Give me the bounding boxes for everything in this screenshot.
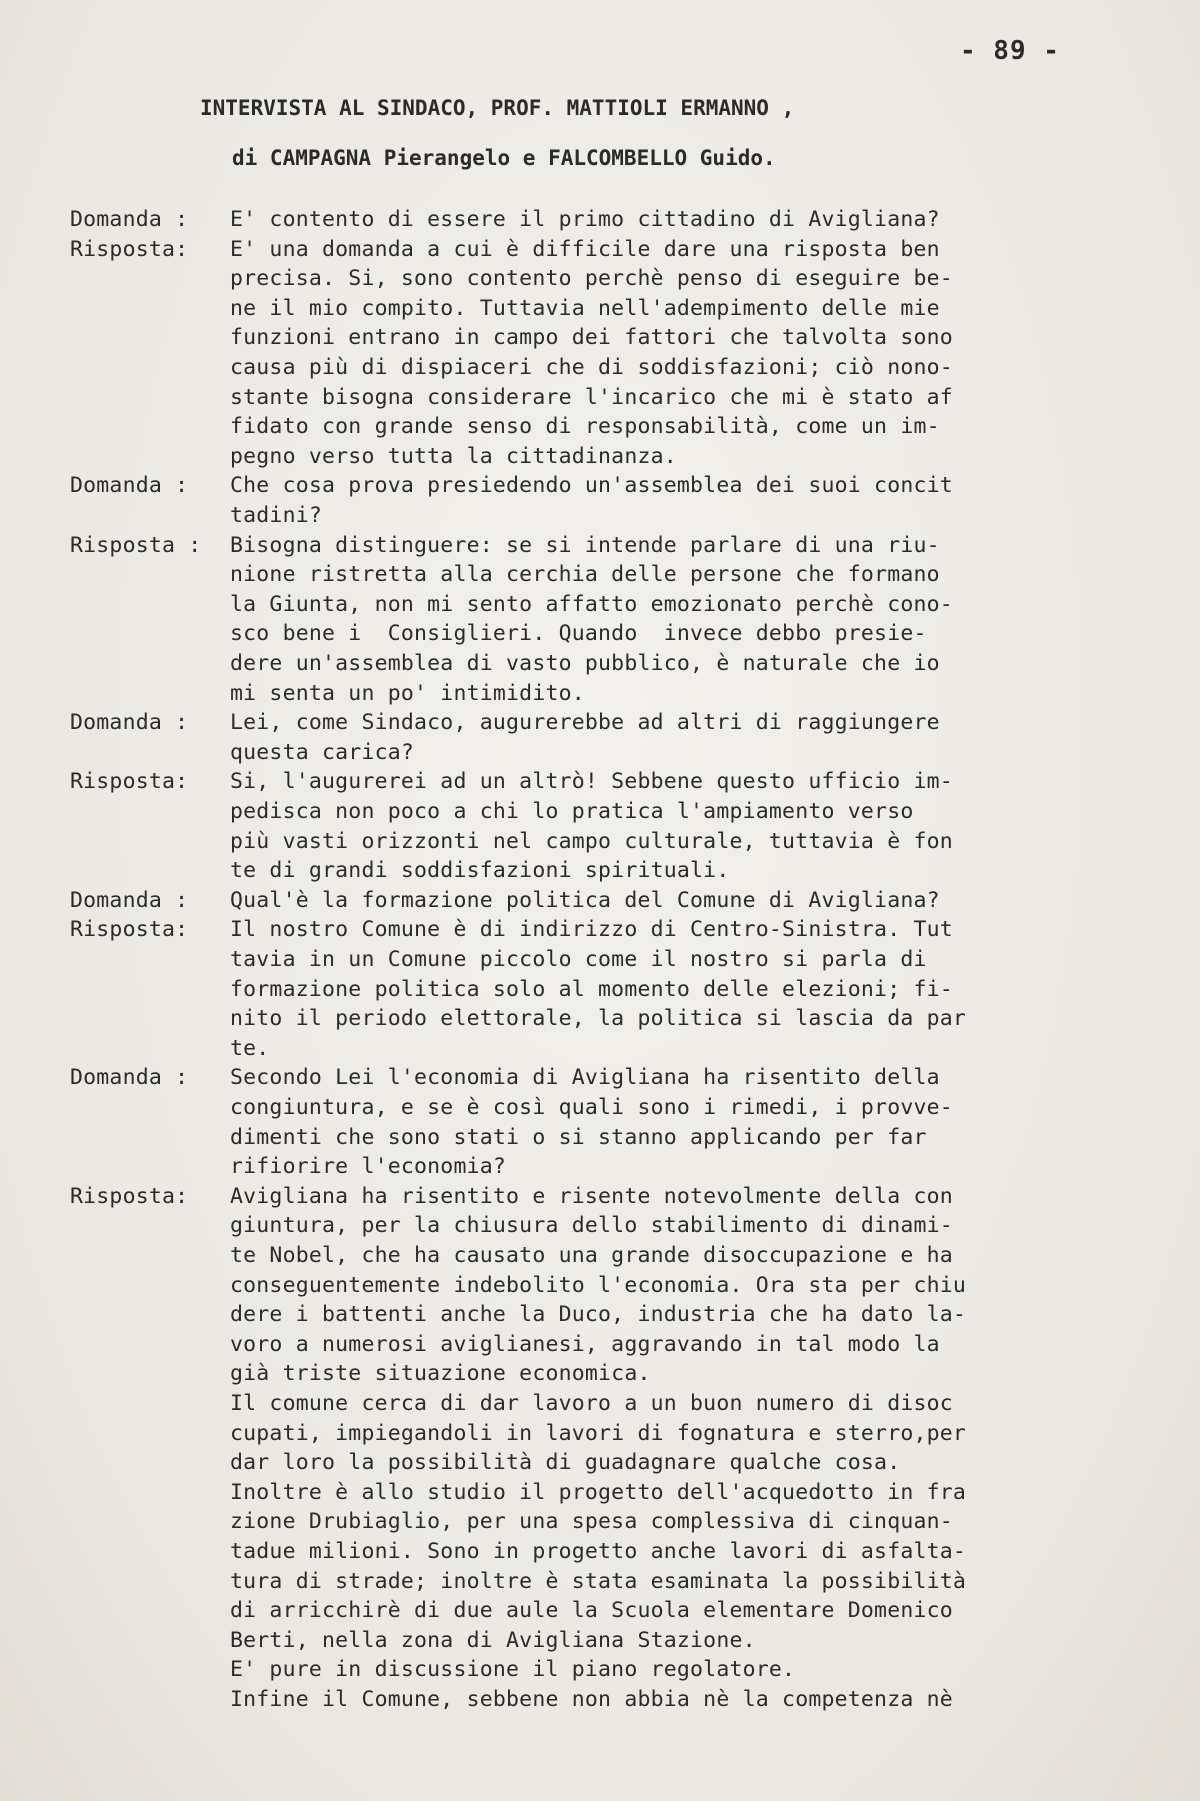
text-line: voro a numerosi aviglianesi, aggravando in tal modo la	[230, 1331, 940, 1357]
text-line: E' pure in discussione il piano regolatore.	[230, 1657, 796, 1683]
text-line: te Nobel, che ha causato una grande disoccupazione e ha	[230, 1243, 953, 1268]
page-number: - 89 -	[960, 36, 1060, 66]
text-line: dere un'assemblea di vasto pubblico, è naturale che io	[230, 651, 940, 676]
text-line: questa carica?	[230, 739, 415, 765]
text-line: conseguentemente indebolito l'economia. Ora sta per chiu	[230, 1272, 967, 1298]
text-line: te.	[230, 1035, 270, 1061]
text-line: Berti, nella zona di Avigliana Stazione.	[230, 1627, 756, 1653]
interview-authors: di CAMPAGNA Pierangelo e FALCOMBELLO Guido.	[232, 146, 776, 170]
question-label: Domanda :	[70, 1065, 189, 1091]
text-line: tavia in un Comune piccolo come il nostro si parla di	[230, 947, 927, 972]
text-line: Lei, come Sindaco, augurerebbe ad altri di raggiungere	[230, 710, 940, 736]
text-line: Secondo Lei l'economia di Avigliana ha risentito della	[230, 1065, 940, 1091]
text-line: già triste situazione economica.	[230, 1361, 651, 1387]
text-line: nione ristretta alla cerchia delle persone che formano	[230, 562, 940, 588]
text-line: tadini?	[230, 503, 323, 528]
text-line: Avigliana ha risentito e risente notevolmente della con	[230, 1183, 953, 1209]
question-label: Domanda :	[70, 473, 189, 499]
text-line: Si, l'augurerei ad un altrò! Sebbene questo ufficio im-	[230, 769, 953, 795]
text-line: nito il periodo elettorale, la politica si lascia da par	[230, 1006, 967, 1032]
answer-label: Risposta :	[70, 532, 202, 558]
text-line: formazione politica solo al momento delle elezioni; fi-	[230, 976, 953, 1002]
text-line: di arricchirè di due aule la Scuola elementare Domenico	[230, 1598, 953, 1624]
text-line: congiuntura, e se è così quali sono i rimedi, i provve-	[230, 1095, 953, 1120]
text-line: precisa. Si, sono contento perchè penso di eseguire be-	[230, 266, 953, 292]
text-line: Inoltre è allo studio il progetto dell'acquedotto in fra	[230, 1479, 967, 1505]
text-line: pegno verso tutta la cittadinanza.	[230, 443, 677, 469]
question-label: Domanda :	[70, 710, 189, 736]
text-line: più vasti orizzonti nel campo culturale, tuttavia è fon	[230, 828, 953, 854]
answer-label: Risposta:	[70, 917, 189, 943]
text-line: funzioni entrano in campo dei fattori che talvolta sono	[230, 325, 953, 351]
text-line: tura di strade; inoltre è stata esaminata la possibilità	[230, 1568, 967, 1594]
text-line: causa più di dispiaceri che di soddisfazioni; ciò nono-	[230, 355, 953, 380]
text-line: cupati, impiegandoli in lavori di fognatura e sterro,per	[230, 1420, 967, 1446]
answer-label: Risposta:	[70, 1183, 189, 1209]
text-line: E' una domanda a cui è difficile dare una risposta ben	[230, 236, 940, 262]
text-line: rifiorire l'economia?	[230, 1154, 507, 1180]
text-line: dar loro la possibilità di guadagnare qualche cosa.	[230, 1450, 901, 1476]
text-line: pedisca non poco a chi lo pratica l'ampiamento verso	[230, 799, 914, 824]
text-line: E' contento di essere il primo cittadino di Avigliana?	[230, 207, 940, 232]
answer-label: Risposta:	[70, 769, 189, 795]
interview-title: INTERVISTA AL SINDACO, PROF. MATTIOLI ERMANNO ,	[200, 96, 795, 120]
text-line: stante bisogna considerare l'incarico che mi è stato af	[230, 384, 953, 410]
text-line: zione Drubiaglio, per una spesa complessiva di cinquan-	[230, 1509, 953, 1535]
text-line: Che cosa prova presiedendo un'assemblea dei suoi concit	[230, 473, 953, 499]
answer-label: Risposta:	[70, 236, 189, 262]
text-line: Qual'è la formazione politica del Comune di Avigliana?	[230, 887, 940, 913]
text-line: la Giunta, non mi sento affatto emozionato perchè cono-	[230, 591, 953, 617]
text-line: fidato con grande senso di responsabilità, come un im-	[230, 414, 940, 440]
text-line: dimenti che sono stati o si stanno applicando per far	[230, 1124, 927, 1150]
text-line: Il nostro Comune è di indirizzo di Centro-Sinistra. Tut	[230, 917, 953, 943]
question-label: Domanda :	[70, 887, 189, 913]
text-line: Infine il Comune, sebbene non abbia nè la competenza nè	[230, 1687, 953, 1712]
text-line: giuntura, per la chiusura dello stabilimento di dinami-	[230, 1213, 953, 1239]
text-line: Il comune cerca di dar lavoro a un buon numero di disoc	[230, 1391, 953, 1416]
text-line: ne il mio compito. Tuttavia nell'adempimento delle mie	[230, 295, 940, 321]
text-line: Bisogna distinguere: se si intende parlare di una riu-	[230, 532, 940, 558]
question-label: Domanda :	[70, 207, 189, 232]
text-line: tadue milioni. Sono in progetto anche lavori di asfalta-	[230, 1539, 967, 1564]
text-line: te di grandi soddisfazioni spirituali.	[230, 858, 730, 884]
text-line: mi senta un po' intimidito.	[230, 680, 585, 706]
text-line: sco bene i Consiglieri. Quando invece debbo presie-	[230, 621, 927, 647]
text-line: dere i battenti anche la Duco, industria che ha dato la-	[230, 1302, 967, 1328]
